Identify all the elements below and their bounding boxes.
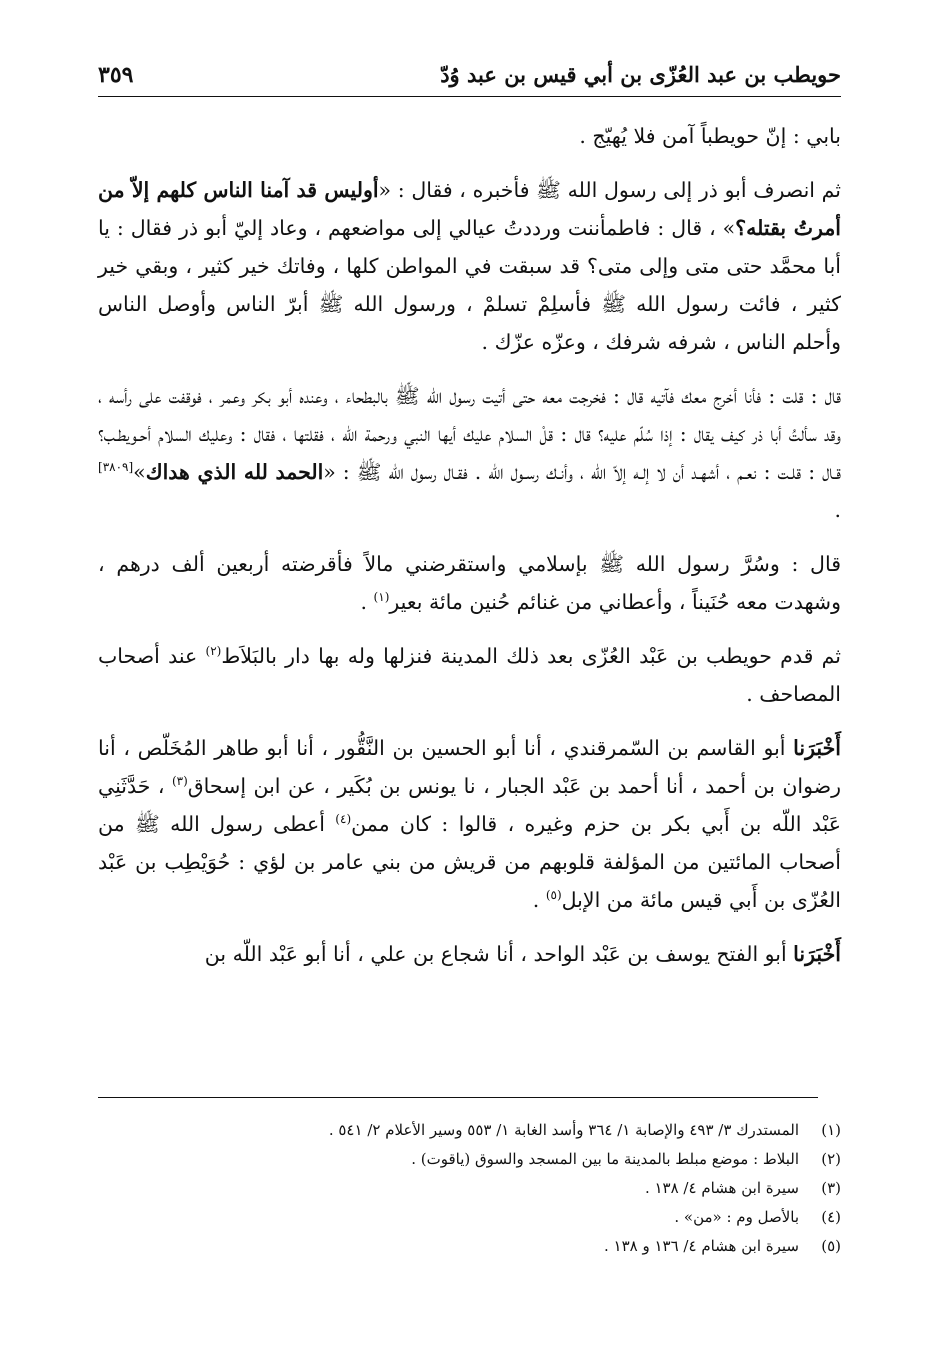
isnad-lead: أَخْبَرَنا <box>793 736 841 760</box>
paragraph-6-end: . <box>532 888 546 912</box>
paragraph-5-text-b: عند أصحاب المصاحف . <box>98 644 841 706</box>
footnote-text: بالأصل وم : «من» . <box>674 1208 799 1226</box>
footnote-marker: (٣) <box>171 774 188 789</box>
paragraph-6-text-c: أعطى رسول الله ﷺ من أصحاب المائتين من المؤلفة قلوبهم من قريش من بني عامر بن لؤي : حُوَيْطِب بن عَبْد العُزّى بن أَبي قيس مائة من الإبل <box>98 812 841 912</box>
paragraph-3-end: . <box>834 498 841 522</box>
paragraph-6 <box>98 729 841 919</box>
paragraph-2-text-a: ثم انصرف أبو ذر إلى رسول الله ﷺ فأخبره ، فقال : « <box>378 178 841 202</box>
paragraph-4-end: . <box>360 590 374 614</box>
footnote-marker: (١) <box>373 590 390 605</box>
footnote-marker: (٢) <box>205 644 222 659</box>
footnote-item <box>101 1232 841 1261</box>
paragraph-7 <box>98 935 841 973</box>
footnote-item <box>101 1145 841 1174</box>
paragraph-1-text: بابي : إنّ حويطباً آمن فلا يُهيّج . <box>579 124 841 148</box>
paragraph-6-text-b: ، حَدَّثَنِي عَبْد اللّه بن أَبي بكر بن حزم وغيره ، قالوا : كان ممن <box>98 774 841 836</box>
footnotes <box>101 1116 841 1261</box>
paragraph-3-text: قال : قلت : فأنا أخرج معك فآتيه قال : فخرجت معه حتى أتيت رسول الله ﷺ بالبطحاء ، وعنده أبو بكر وعمر ، فوقفت على رأسه ، وقد سألتُ أبا ذر كيف يقال : إذا سُلّم عليه؟ قال : قلْ السلام عليك أيها النبي ورحمة الله ، فقلتها ، فقال : وعليك السلام أحـويطـب؟ قـال : قلـت : نعـم ، أشهـد أن لا إلـه إلاّ الله ، وأنـك رسـول الله . فقـال رسول الله ﷺ : « <box>98 384 841 484</box>
footnote-number: (١) <box>821 1121 841 1139</box>
footnote-text: المستدرك ٣/ ٤٩٣ والإصابة ١/ ٣٦٤ وأسد الغابة ١/ ٥٥٣ وسير الأعلام ٢/ ٥٤١ . <box>328 1121 799 1139</box>
quote-close: » <box>133 460 146 484</box>
footnote-marker: (٤) <box>335 812 352 827</box>
paragraph-5 <box>98 637 841 713</box>
paragraph-4 <box>98 545 841 621</box>
hadith-quote: الحمد لله الذي هداك <box>145 460 324 484</box>
footnote-number: (٤) <box>821 1208 841 1226</box>
paragraph-4-text: قال : وسُرَّ رسول الله ﷺ بإسلامي واستقرضني مالاً فأقرضته أربعين ألف درهم ، وشهدت معه حُنَيناً ، وأعطاني من غنائم حُنين مائة بعير <box>98 552 841 614</box>
running-title: حويطب بن عبد العُزّى بن أبي قيس بن عبد وُدّ <box>440 62 841 87</box>
paragraph-3 <box>98 377 841 529</box>
paragraph-7-text: أبو الفتح يوسف بن عَبْد الواحد ، أنا شجاع بن علي ، أنا أبو عَبْد اللّه بن <box>204 942 794 966</box>
page-header <box>98 62 841 97</box>
hadith-reference-number: [٣٨٠٩] <box>98 460 134 475</box>
paragraph-6-text-a: أبو القاسم بن السّمرقندي ، أنا أبو الحسين بن النَّقُّور ، أنا أبو طاهر المُخَلّص ، أنا رضوان بن أحمد ، أنا أحمد بن عَبْد الجبار ، نا يونس بن بُكَير ، عن ابن إسحاق <box>98 736 842 798</box>
footnote-text: سيرة ابن هشام ٤/ ١٣٨ . <box>644 1179 799 1197</box>
footnote-text: البلاط : موضع مبلط بالمدينة ما بين المسجد والسوق (ياقوت) . <box>411 1150 799 1168</box>
footnote-text: سيرة ابن هشام ٤/ ١٣٦ و ١٣٨ . <box>603 1237 799 1255</box>
paragraph-2-text-b: » ، قال : فاطمأننت ورددتُ عيالي إلى مواضعهم ، وعاد إليّ أبو ذر فقال : يا أبا محمَّد حتى متى وإلى متى؟ قد سبقت في المواطن كلها ، وفاتك خير كثير ، وبقي خير كثير ، فائت رسول الله ﷺ فأسلِمْ تسلمْ ، ورسول الله ﷺ أبرّ الناس وأوصل الناس وأحلم الناس ، شرفه شرفك ، وعزّه عزّك . <box>98 216 841 354</box>
footnote-item <box>101 1174 841 1203</box>
main-text <box>98 117 841 973</box>
paragraph-5-text-a: ثم قدم حويطب بن عَبْد العُزّى بعد ذلك المدينة فنزلها وله بها دار بالبَلاَط <box>221 644 841 668</box>
footnote-marker: (٥) <box>545 888 562 903</box>
paragraph-1 <box>98 117 841 155</box>
footnote-number: (٢) <box>821 1150 841 1168</box>
footnote-number: (٥) <box>821 1237 841 1255</box>
footnote-separator <box>98 1097 818 1098</box>
paragraph-2 <box>98 171 841 361</box>
hadith-quote: أوليس قد آمنا الناس كلهم إلاّ من أمرتُ بقتله؟ <box>98 178 842 240</box>
footnote-item <box>101 1116 841 1145</box>
footnote-number: (٣) <box>821 1179 841 1197</box>
isnad-lead: أَخْبَرَنا <box>793 942 841 966</box>
page-number: ٣٥٩ <box>98 62 134 88</box>
footnote-item <box>101 1203 841 1232</box>
